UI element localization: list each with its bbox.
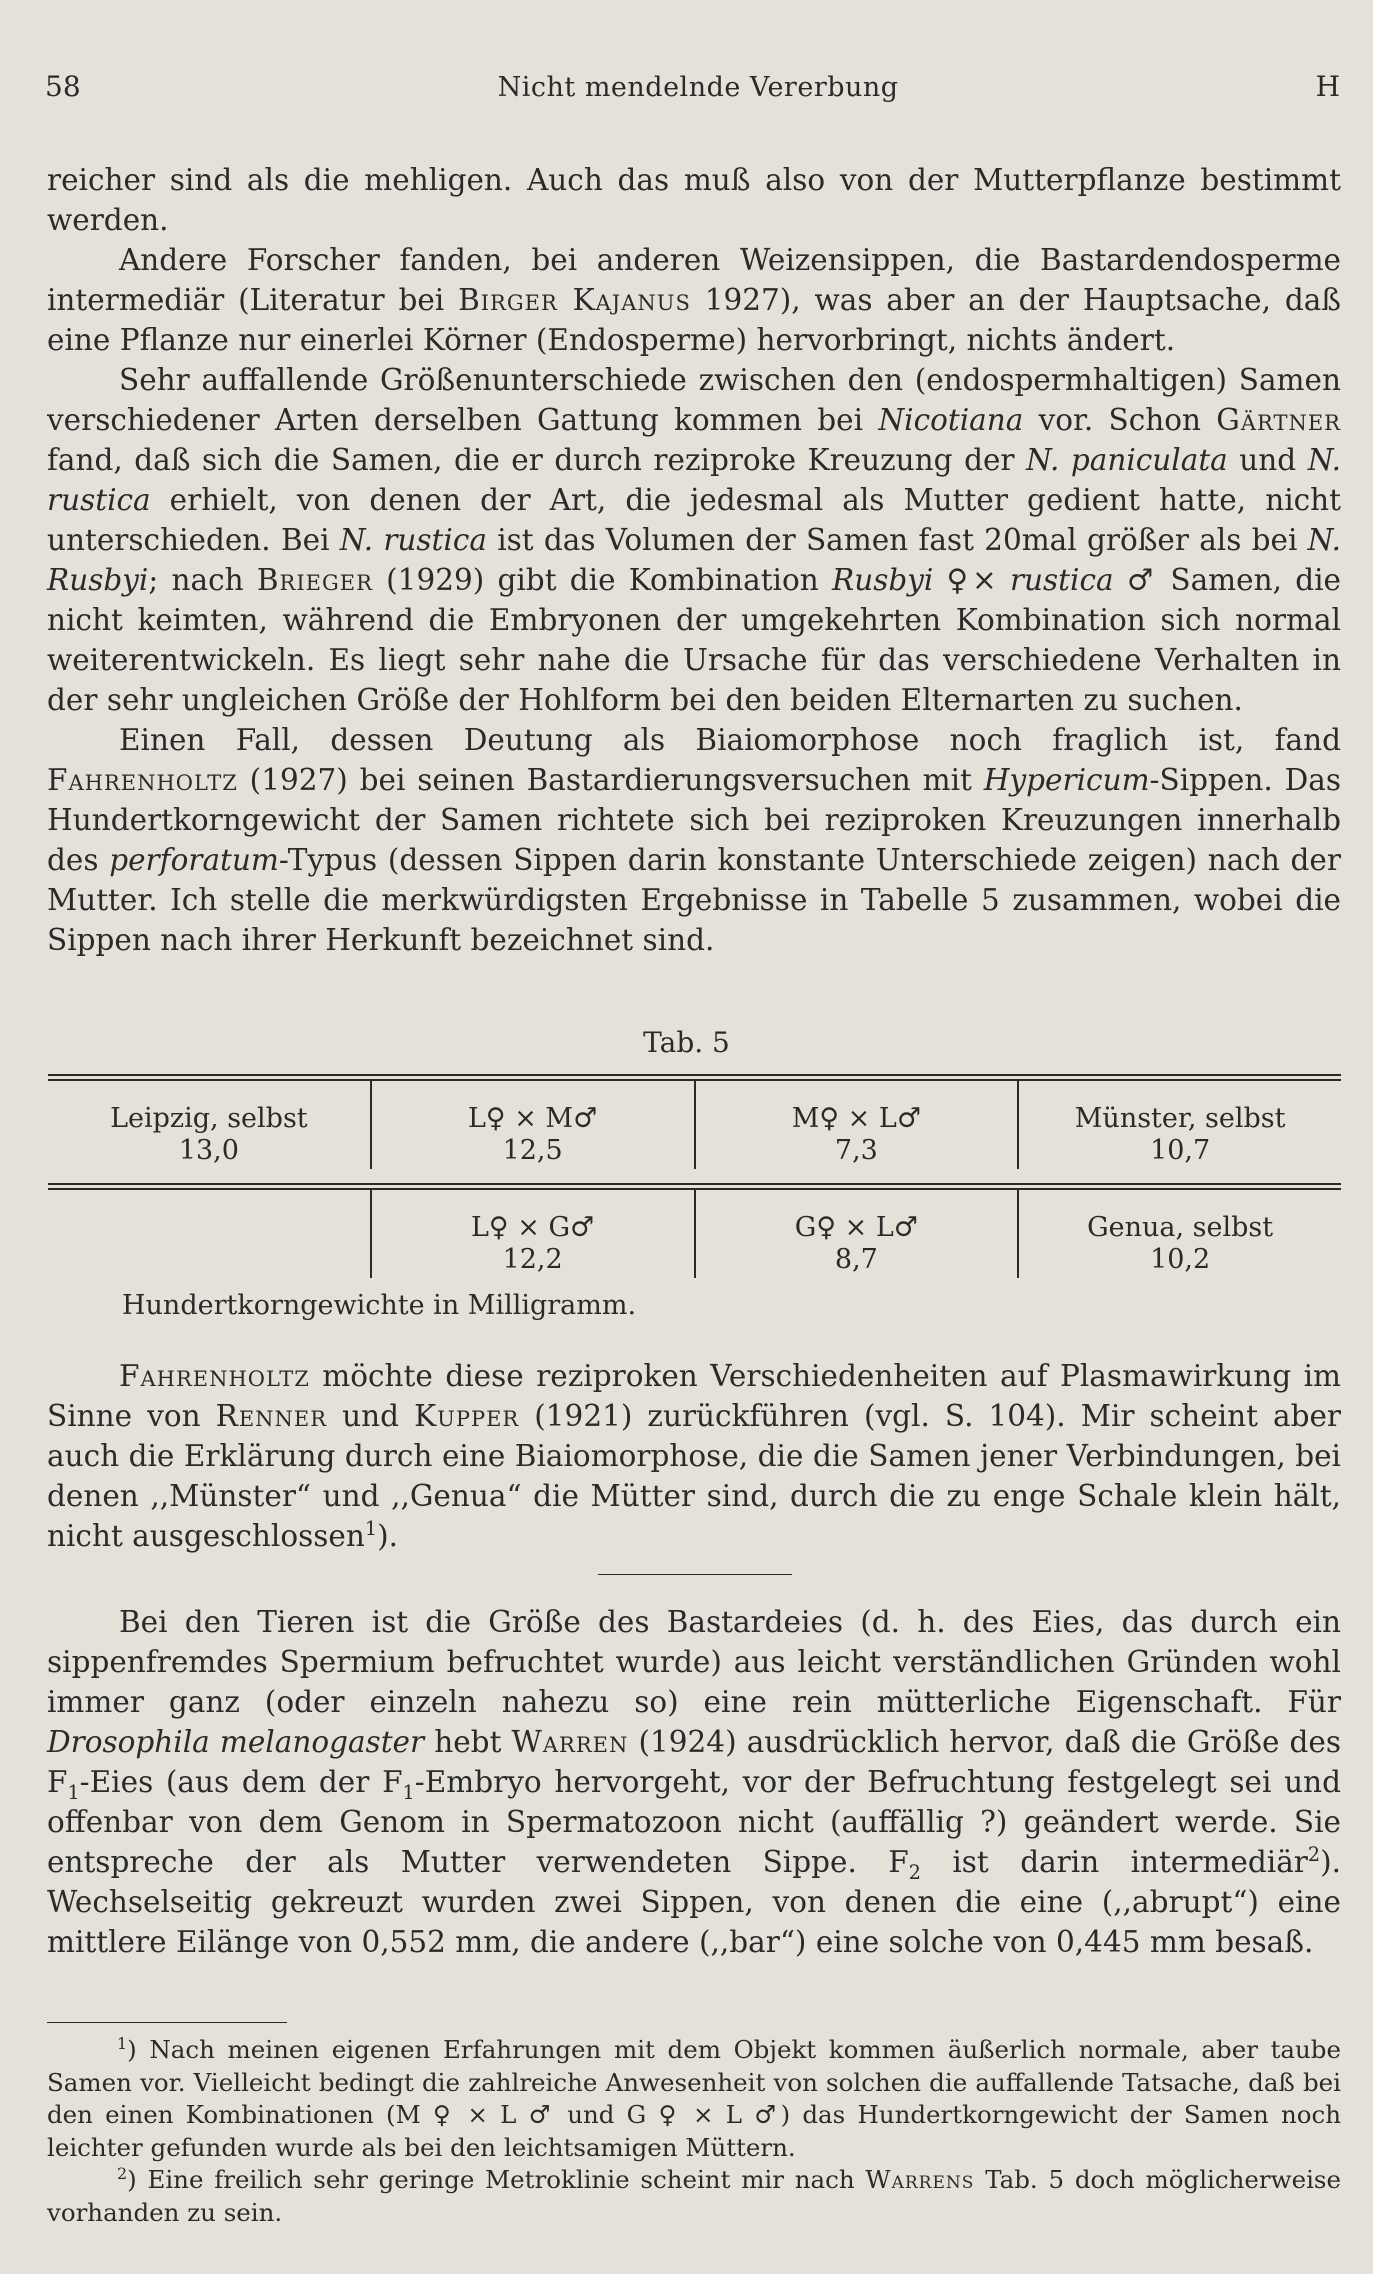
running-title: Nicht mendelnde Vererbung bbox=[497, 72, 899, 103]
table-note: Hundertkorngewichte in Milligramm. bbox=[122, 1290, 637, 1321]
footnote-1: $^1$) Nach meinen eigenen Erfahrungen mit dem Objekt kommen äußerlich normale, aber taube Samen vor. Vielleicht bedingt die zahlreiche Anwesenheit von solchen die auffallende Tatsache, daß bei den einen Kombinationen (M ♀ × L ♂ und G ♀ × L ♂) das Hundertkorngewicht der Samen noch leichter gefunden wurde als bei den leichtsamigen Müttern. bbox=[47, 2033, 1341, 2162]
table-cell: G♀ × L♂ 8,7 bbox=[694, 1190, 1018, 1278]
page-header bbox=[45, 70, 1340, 103]
table-cell: L♀ × G♂ 12,2 bbox=[370, 1190, 694, 1278]
paragraph-3: Sehr auffallende Größenunterschiede zwischen den (endospermhaltigen) Samen verschiedener Arten derselben Gattung kommen bei Nicotiana vor. Schon Gärtner fand, daß sich die Samen, die er durch reziproke Kreuzung der N. paniculata und N. rustica erhielt, von denen der Art, die jedesmal als Mutter gedient hatte, nicht unterschieden. Bei N. rustica ist das Volumen der Samen fast 20mal größer als bei N. Rusbyi; nach Brieger (1929) gibt die Kombination Rusbyi ♀× rustica ♂ Samen, die nicht keimten, während die Embryonen der umgekehrten Kombination sich normal weiterentwickeln. Es liegt sehr nahe die Ursache für das verschiedene Verhalten in der sehr ungleichen Größe der Hohlform bei den beiden Elternarten zu suchen. bbox=[47, 363, 1341, 717]
table-5 bbox=[48, 1074, 1341, 1278]
section-divider bbox=[598, 1574, 792, 1575]
table-cell-empty bbox=[48, 1190, 370, 1278]
table-cell: Münster, selbst 10,7 bbox=[1017, 1081, 1341, 1169]
paragraph-5: Fahrenholtz möchte diese reziproken Verschiedenheiten auf Plasmawirkung im Sinne von Renner und Kupper (1921) zurückführen (vgl. S. 104). Mir scheint aber auch die Erklärung durch eine Biaiomorphose, die die Samen jener Verbindungen, bei denen ,,Münster“ und ,,Genua“ die Mütter sind, durch die zu enge Schale klein hält, nicht ausgeschlossen$^1$). bbox=[47, 1359, 1342, 1553]
table-caption: Tab. 5 bbox=[643, 1026, 730, 1059]
table-row bbox=[48, 1081, 1341, 1169]
footnote-2: $^2$) Eine freilich sehr geringe Metroklinie scheint mir nach Warrens Tab. 5 doch möglicherweise vorhanden zu sein. bbox=[47, 2163, 1341, 2227]
footnote-rule bbox=[47, 2022, 287, 2023]
table-cell: Leipzig, selbst 13,0 bbox=[110, 1103, 308, 1166]
page-number: 58 bbox=[45, 70, 81, 103]
table-cell: M♀ × L♂ 7,3 bbox=[694, 1081, 1018, 1169]
table-cell: L♀ × M♂ 12,5 bbox=[370, 1081, 694, 1169]
footnotes bbox=[47, 2034, 1341, 2229]
table-row bbox=[48, 1190, 1341, 1278]
paragraph-1: reicher sind als die mehligen. Auch das muß also von der Mutterpflanze bestimmt werden. bbox=[47, 163, 1341, 237]
table-mid-rule bbox=[48, 1183, 1341, 1185]
section-letter: H bbox=[1315, 70, 1340, 103]
paragraph-6: Bei den Tieren ist die Größe des Bastardeies (d. h. des Eies, das durch ein sippenfremdes Spermium befruchtet wurde) aus leicht verständlichen Gründen wohl immer ganz (oder einzeln nahezu so) eine rein mütterliche Eigenschaft. Für Drosophila melanogaster hebt Warren (1924) ausdrücklich hervor, daß die Größe des $F_1$-Eies (aus dem der $F_1$-Embryo hervorgeht, vor der Befruchtung festgelegt sei und offenbar von dem Genom in Spermatozoon nicht (auffällig ?) geändert werde. Sie entspreche der als Mutter verwendeten Sippe. $F_2$ ist darin intermediär$^2$). Wechselseitig gekreuzt wurden zwei Sippen, von denen die eine (,,abrupt“) eine mittlere Eilänge von 0,552 mm, die andere (,,bar“) eine solche von 0,445 mm besaß. bbox=[47, 1605, 1342, 1959]
paragraph-2: Andere Forscher fanden, bei anderen Weizensippen, die Bastardendosperme intermediär (Literatur bei Birger Kajanus 1927), was aber an der Hauptsache, daß eine Pflanze nur einerlei Körner (Endosperme) hervorbringt, nichts ändert. bbox=[47, 243, 1342, 357]
table-top-rule bbox=[48, 1074, 1341, 1076]
main-text-lower bbox=[47, 1602, 1341, 1962]
paragraph-4: Einen Fall, dessen Deutung als Biaiomorphose noch fraglich ist, fand Fahrenholtz (1927) bei seinen Bastardierungsversuchen mit Hypericum-Sippen. Das Hundertkorngewicht der Samen richtete sich bei reziproken Kreuzungen innerhalb des perforatum-Typus (dessen Sippen darin konstante Unterschiede zeigen) nach der Mutter. Ich stelle die merkwürdigsten Ergebnisse in Tabelle 5 zusammen, wobei die Sippen nach ihrer Herkunft bezeichnet sind. bbox=[47, 723, 1341, 957]
table-cell: Genua, selbst 10,2 bbox=[1017, 1190, 1341, 1278]
main-text-upper bbox=[47, 160, 1341, 960]
main-text-middle bbox=[47, 1356, 1341, 1556]
